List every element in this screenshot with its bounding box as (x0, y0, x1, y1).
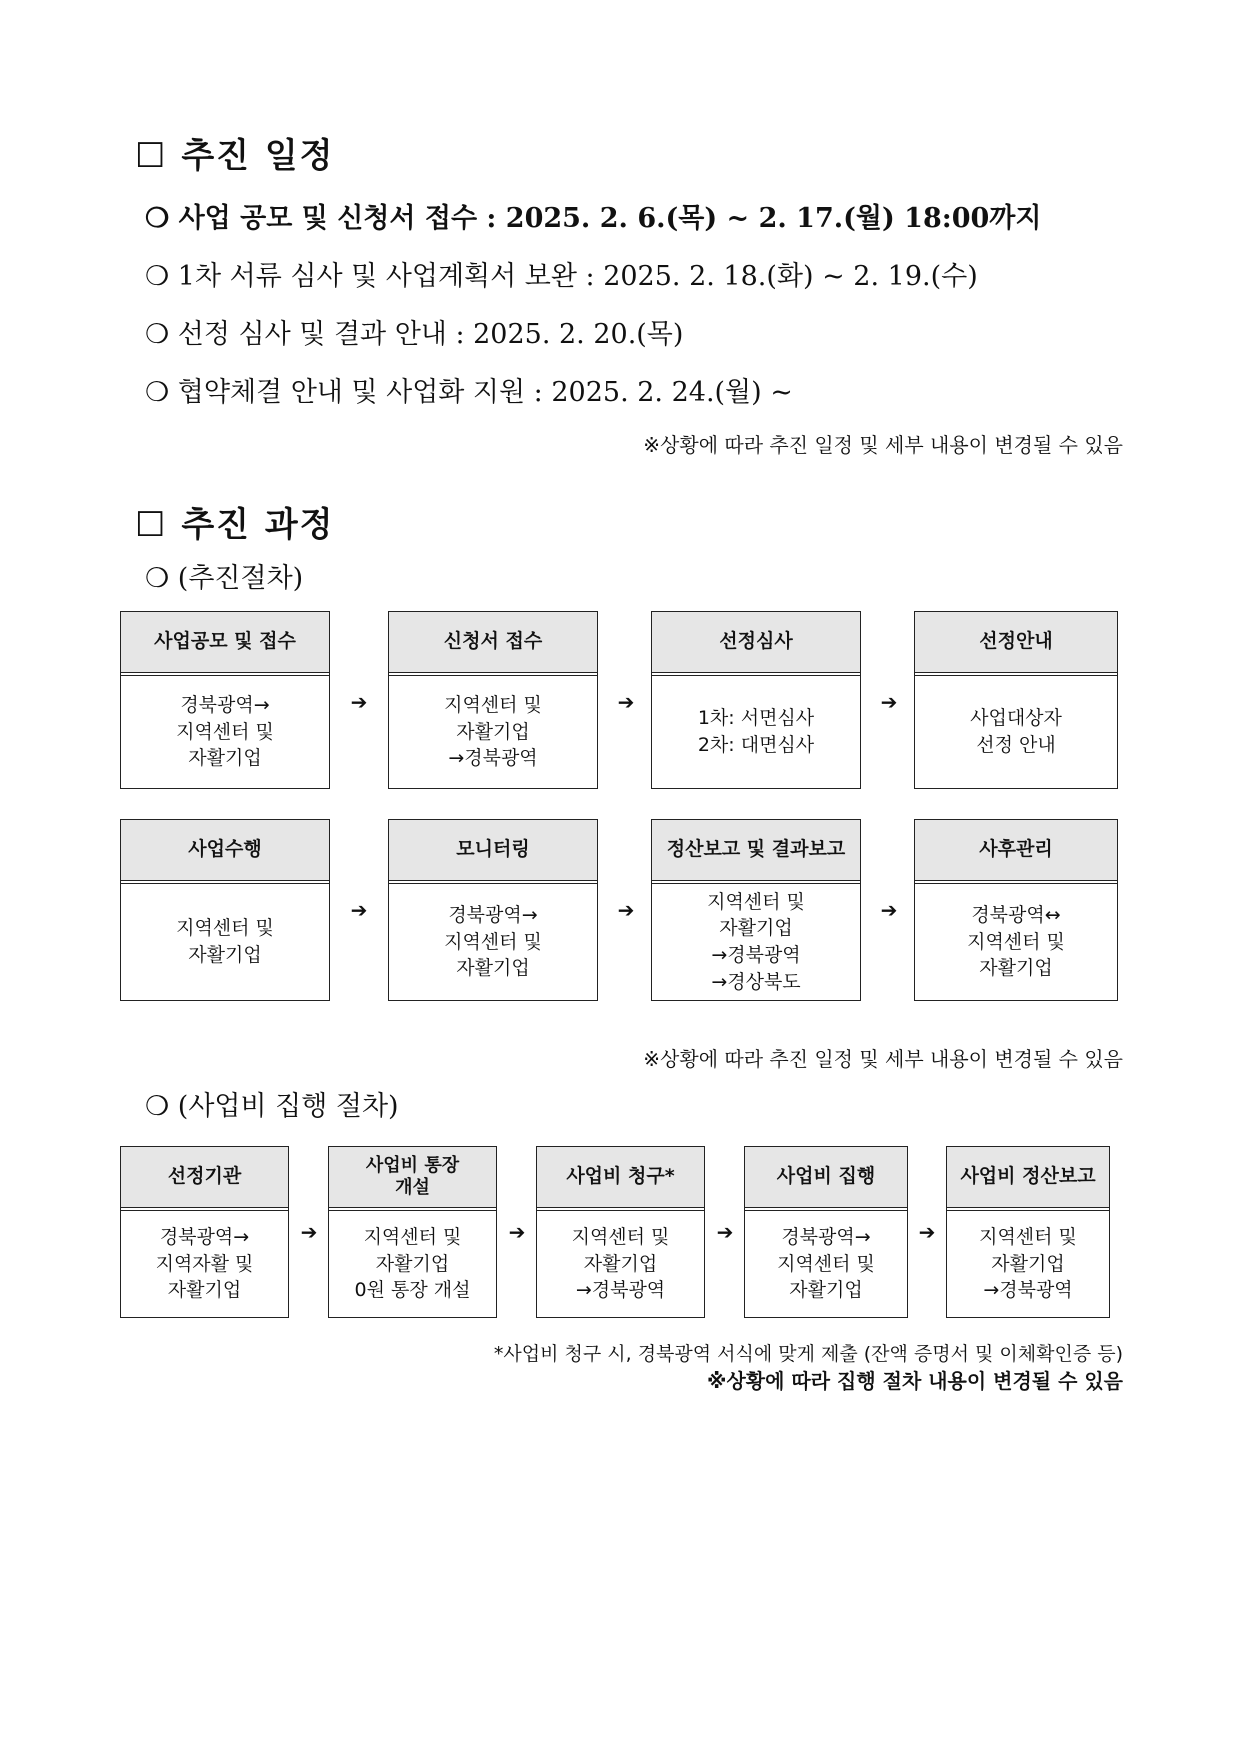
arrow-right-icon: ➔ (350, 690, 368, 714)
process-note: ※상황에 따라 추진 일정 및 세부 내용이 변경될 수 있음 (643, 1047, 1123, 1071)
schedule-note: ※상황에 따라 추진 일정 및 세부 내용이 변경될 수 있음 (643, 433, 1123, 457)
budget-step-2 (328, 1146, 497, 1318)
arrow-right-icon: ➔ (716, 1220, 734, 1244)
process-step-head: 모니터링 (389, 820, 597, 881)
process-step-1 (120, 611, 330, 789)
process-step-head: 사업공모 및 접수 (121, 612, 329, 673)
process-step-head: 정산보고 및 결과보고 (652, 820, 860, 881)
budget-step-head: 사업비 청구* (537, 1147, 704, 1208)
budget-step-body: 지역센터 및 자활기업 0원 통장 개설 (329, 1210, 496, 1317)
process-step-head: 선정안내 (915, 612, 1117, 673)
process-step-body: 경북광역→ 지역센터 및 자활기업 (121, 675, 329, 788)
process-step-4 (914, 611, 1118, 789)
budget-step-body: 경북광역→ 지역자활 및 자활기업 (121, 1210, 288, 1317)
schedule-item-1: ❍ 사업 공모 및 신청서 접수 : 2025. 2. 6.(목) ~ 2. 17.(월) 18:00까지 (145, 203, 1042, 234)
budget-step-head: 사업비 집행 (745, 1147, 907, 1208)
schedule-title: ☐ 추진 일정 (135, 136, 335, 176)
budget-note: ※상황에 따라 집행 절차 내용이 변경될 수 있음 (707, 1369, 1123, 1393)
process-title: ☐ 추진 과정 (135, 505, 335, 545)
process-subtitle: ❍ (추진절차) (145, 563, 304, 594)
arrow-right-icon: ➔ (880, 690, 898, 714)
process-step-head: 사후관리 (915, 820, 1117, 881)
arrow-right-icon: ➔ (617, 898, 635, 922)
schedule-item-2: ❍ 1차 서류 심사 및 사업계획서 보완 : 2025. 2. 18.(화) ~ 2. 19.(수) (145, 261, 978, 292)
process-step-5 (120, 819, 330, 1001)
budget-step-head: 선정기관 (121, 1147, 288, 1208)
process-step-3 (651, 611, 861, 789)
process-step-2 (388, 611, 598, 789)
arrow-right-icon: ➔ (300, 1220, 318, 1244)
process-step-body: 1차: 서면심사 2차: 대면심사 (652, 675, 860, 788)
schedule-item-3: ❍ 선정 심사 및 결과 안내 : 2025. 2. 20.(목) (145, 319, 684, 350)
process-step-head: 신청서 접수 (389, 612, 597, 673)
budget-step-body: 지역센터 및 자활기업 →경북광역 (947, 1210, 1109, 1317)
budget-step-5 (946, 1146, 1110, 1318)
process-step-head: 사업수행 (121, 820, 329, 881)
budget-step-4 (744, 1146, 908, 1318)
budget-step-body: 지역센터 및 자활기업 →경북광역 (537, 1210, 704, 1317)
budget-step-1 (120, 1146, 289, 1318)
arrow-right-icon: ➔ (617, 690, 635, 714)
process-step-6 (388, 819, 598, 1001)
process-step-head: 선정심사 (652, 612, 860, 673)
process-step-body: 경북광역→ 지역센터 및 자활기업 (389, 883, 597, 1000)
budget-step-head: 사업비 정산보고 (947, 1147, 1109, 1208)
arrow-right-icon: ➔ (508, 1220, 526, 1244)
budget-footnote: *사업비 청구 시, 경북광역 서식에 맞게 제출 (잔액 증명서 및 이체확인증 등) (493, 1343, 1123, 1365)
process-step-body: 지역센터 및 자활기업 →경북광역 (389, 675, 597, 788)
process-step-body: 지역센터 및 자활기업 →경북광역 →경상북도 (652, 883, 860, 1000)
arrow-right-icon: ➔ (350, 898, 368, 922)
budget-step-head: 사업비 통장 개설 (329, 1147, 496, 1208)
budget-step-body: 경북광역→ 지역센터 및 자활기업 (745, 1210, 907, 1317)
arrow-right-icon: ➔ (918, 1220, 936, 1244)
budget-step-3 (536, 1146, 705, 1318)
schedule-item-4: ❍ 협약체결 안내 및 사업화 지원 : 2025. 2. 24.(월) ~ (145, 377, 793, 408)
process-step-7 (651, 819, 861, 1001)
process-step-body: 지역센터 및 자활기업 (121, 883, 329, 1000)
process-step-body: 경북광역↔ 지역센터 및 자활기업 (915, 883, 1117, 1000)
process-step-body: 사업대상자 선정 안내 (915, 675, 1117, 788)
arrow-right-icon: ➔ (880, 898, 898, 922)
budget-subtitle: ❍ (사업비 집행 절차) (145, 1091, 399, 1122)
process-step-8 (914, 819, 1118, 1001)
